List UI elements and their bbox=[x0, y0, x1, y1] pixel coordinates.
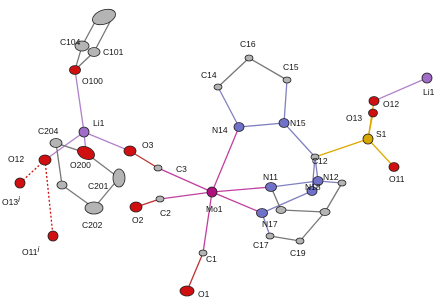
label-c16: C16 bbox=[240, 39, 256, 49]
atom-c bbox=[113, 169, 125, 187]
label-c14: C14 bbox=[201, 70, 217, 80]
label-li1: Li1 bbox=[93, 118, 105, 128]
label-o11-sym bbox=[22, 245, 39, 257]
atom-n bbox=[279, 119, 289, 128]
label-o11-sym-text: O11 bbox=[22, 247, 38, 257]
label-c204: C204 bbox=[38, 126, 59, 136]
atom-n bbox=[266, 183, 277, 192]
label-c202: C202 bbox=[82, 220, 103, 230]
atom-o bbox=[70, 66, 81, 75]
atom-n bbox=[257, 209, 268, 218]
label-o2: O2 bbox=[132, 215, 144, 225]
bond bbox=[270, 236, 300, 241]
atom-o bbox=[124, 146, 136, 156]
atom-c bbox=[320, 209, 330, 216]
bond bbox=[284, 123, 315, 157]
symmetry-mark: i bbox=[18, 195, 20, 204]
atom-c bbox=[88, 48, 100, 57]
bond bbox=[249, 58, 287, 80]
atom-c bbox=[245, 55, 253, 61]
label-c2: C2 bbox=[160, 208, 171, 218]
atom-labels bbox=[2, 37, 435, 299]
bond bbox=[160, 192, 212, 199]
dashed-contact bbox=[45, 160, 53, 236]
atom-o bbox=[369, 97, 379, 106]
label-n12b: N12 bbox=[323, 172, 339, 182]
label-o100: O100 bbox=[82, 76, 103, 86]
label-li1-right: Li1 bbox=[423, 87, 435, 97]
label-o11-right: O11 bbox=[389, 174, 405, 184]
label-c3: C3 bbox=[176, 164, 187, 174]
label-c15: C15 bbox=[283, 62, 299, 72]
atom-o bbox=[15, 178, 25, 188]
atom-c bbox=[276, 207, 286, 214]
bond bbox=[218, 58, 249, 87]
label-c1: C1 bbox=[206, 254, 217, 264]
label-o12-right: O12 bbox=[383, 99, 400, 109]
label-c201: C201 bbox=[88, 181, 109, 191]
label-o3: O3 bbox=[142, 140, 154, 150]
label-n15: N15 bbox=[290, 118, 306, 128]
atom-o bbox=[180, 286, 194, 296]
label-c104: C104 bbox=[60, 37, 81, 47]
label-mo1: Mo1 bbox=[206, 204, 223, 214]
atom-s bbox=[363, 134, 373, 144]
label-c17: C17 bbox=[253, 240, 269, 250]
label-n12: C12 bbox=[312, 156, 328, 166]
atom-c bbox=[338, 180, 346, 186]
label-n11: N11 bbox=[263, 172, 278, 182]
label-n17: N17 bbox=[262, 219, 278, 229]
atom-o bbox=[48, 231, 58, 241]
atom-c bbox=[156, 196, 164, 202]
atom-o bbox=[39, 155, 51, 165]
bond bbox=[212, 127, 239, 192]
bond bbox=[239, 123, 284, 127]
bond bbox=[187, 253, 203, 291]
atom-c bbox=[85, 202, 103, 214]
bond bbox=[212, 187, 271, 192]
bond bbox=[218, 87, 239, 127]
atom-c bbox=[296, 238, 304, 244]
label-c19: C19 bbox=[290, 248, 306, 258]
atom-o bbox=[130, 202, 142, 212]
label-o13-right: O13 bbox=[346, 113, 363, 123]
atom-c bbox=[50, 139, 62, 148]
bond bbox=[284, 80, 287, 123]
label-o13-sym-text: O13 bbox=[2, 197, 19, 207]
atoms bbox=[15, 6, 432, 296]
bond bbox=[84, 132, 130, 151]
label-n14: N14 bbox=[212, 125, 228, 135]
atom-o bbox=[369, 109, 378, 117]
label-o200: O200 bbox=[70, 160, 91, 170]
atom-c bbox=[283, 77, 291, 83]
atom-mo bbox=[207, 187, 217, 197]
bond bbox=[281, 210, 325, 212]
symmetry-mark: i bbox=[37, 245, 40, 254]
label-o12-left: O12 bbox=[8, 154, 25, 164]
bond bbox=[300, 212, 325, 241]
bond bbox=[315, 139, 368, 157]
atom-n bbox=[234, 123, 244, 132]
atom-o bbox=[389, 163, 399, 172]
bond bbox=[203, 192, 212, 253]
atom-c bbox=[214, 84, 222, 90]
atom-c bbox=[266, 233, 274, 239]
atom-li bbox=[79, 127, 89, 137]
label-o13-sym bbox=[2, 195, 20, 207]
bond bbox=[374, 78, 427, 101]
atom-li bbox=[422, 73, 432, 83]
label-o1: O1 bbox=[198, 289, 210, 299]
atom-c bbox=[57, 181, 67, 189]
atom-c bbox=[154, 165, 162, 171]
bond bbox=[368, 139, 394, 167]
label-s1: S1 bbox=[376, 129, 387, 139]
label-c101: C101 bbox=[103, 47, 124, 57]
label-n18: N18 bbox=[305, 182, 321, 192]
bond bbox=[325, 183, 342, 212]
atom-c bbox=[90, 6, 117, 27]
